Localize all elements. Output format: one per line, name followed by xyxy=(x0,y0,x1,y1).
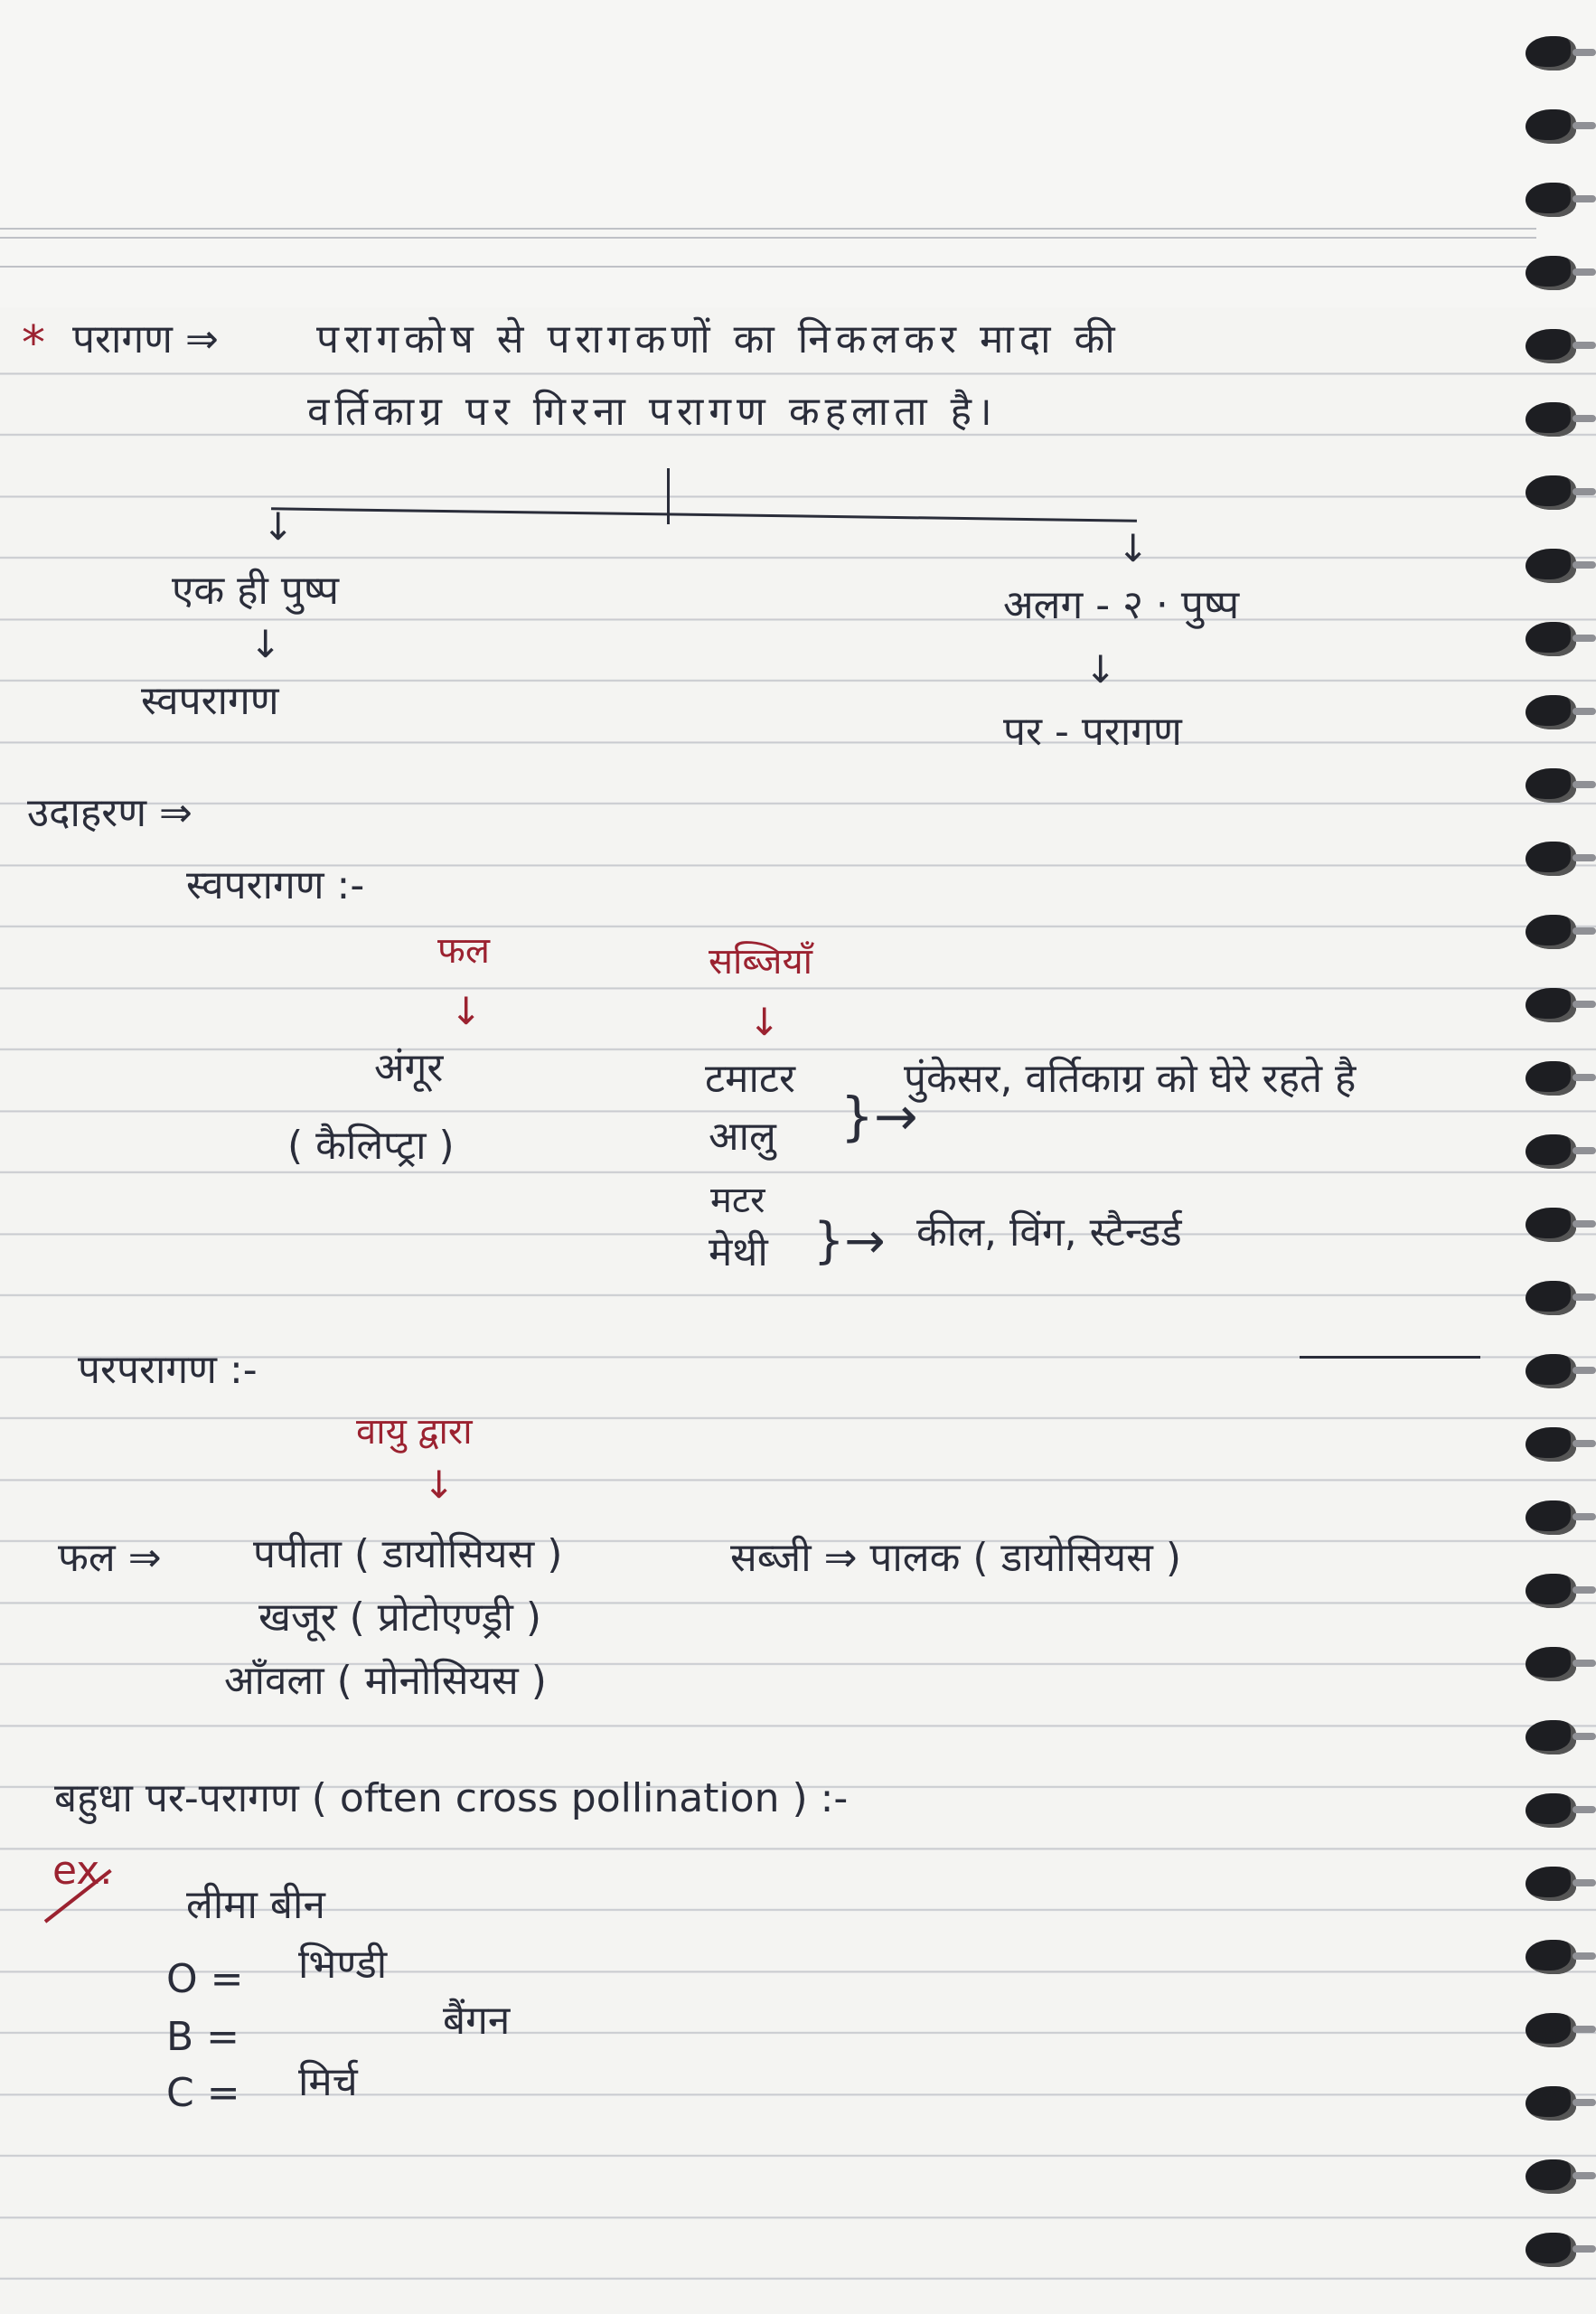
c-label: C = xyxy=(166,2070,240,2116)
right-result-arrow: ↓ xyxy=(1084,647,1117,691)
wind-arrow: ↓ xyxy=(423,1463,455,1507)
margin-double-line-2 xyxy=(0,237,1536,239)
veg-item-fenugreek: मेथी xyxy=(709,1229,768,1275)
spiral-ring xyxy=(1526,475,1576,510)
spiral-ring xyxy=(1526,842,1576,876)
spiral-ring xyxy=(1526,2086,1576,2121)
star-mark: * xyxy=(22,316,45,371)
often-item-lima-bean: लीमा बीन xyxy=(186,1882,325,1928)
left-branch-arrow: ↓ xyxy=(262,504,295,549)
fruit-arrow: ↓ xyxy=(450,989,483,1033)
bracket-arrow-2: }→ xyxy=(813,1212,886,1269)
bracket-arrow-1: }→ xyxy=(840,1086,918,1147)
separator-dash xyxy=(1300,1356,1480,1359)
spiral-ring xyxy=(1526,988,1576,1022)
often-cross-title: बहुधा पर-परागण ( often cross pollination ) :- xyxy=(54,1775,849,1821)
spiral-ring xyxy=(1526,1793,1576,1828)
spiral-ring xyxy=(1526,1354,1576,1388)
heading-term: परागण ⇒ xyxy=(72,316,219,362)
spiral-ring xyxy=(1526,1500,1576,1535)
tree-stem xyxy=(667,468,670,524)
veg-item-potato: आलु xyxy=(709,1114,776,1160)
definition-line-1: परागकोष से परागकणों का निकलकर मादा की xyxy=(316,316,1121,362)
spiral-ring xyxy=(1526,1208,1576,1242)
margin-double-line-3 xyxy=(0,266,1536,268)
o-value-okra: भिण्डी xyxy=(298,1942,388,1988)
vegetable-arrow: ↓ xyxy=(748,1000,781,1044)
spiral-ring xyxy=(1526,1427,1576,1462)
spiral-ring xyxy=(1526,109,1576,144)
cross-fruit-papaya: पपीता ( डायोसियस ) xyxy=(253,1531,563,1577)
right-branch-arrow: ↓ xyxy=(1117,526,1150,570)
left-result-arrow: ↓ xyxy=(249,622,282,666)
spiral-ring xyxy=(1526,36,1576,71)
o-label: O = xyxy=(166,1956,244,2002)
spiral-ring xyxy=(1526,256,1576,290)
spiral-ring xyxy=(1526,622,1576,656)
spiral-ring xyxy=(1526,2233,1576,2267)
veg-note-stamen: पुंकेसर, वर्तिकाग्र को घेरे रहते है xyxy=(904,1056,1357,1102)
left-branch-label: एक ही पुष्प xyxy=(172,568,340,614)
veg-item-tomato: टमाटर xyxy=(705,1056,796,1102)
veg-note-keel: कील, विंग, स्टैन्डर्ड xyxy=(916,1209,1182,1256)
right-branch-label: अलग - २ · पुष्प xyxy=(1003,582,1240,628)
spiral-ring xyxy=(1526,2013,1576,2047)
by-wind-label: वायु द्वारा xyxy=(356,1411,473,1453)
page-top-blank xyxy=(0,0,1596,307)
spiral-ring xyxy=(1526,1061,1576,1096)
fruit-item-grape: अंगूर xyxy=(374,1045,444,1091)
right-branch-result: पर - परागण xyxy=(1003,709,1182,755)
examples-title: उदाहरण ⇒ xyxy=(27,790,192,836)
ex-label: ex. xyxy=(52,1848,113,1894)
spiral-ring xyxy=(1526,1574,1576,1608)
c-value-chilli: मिर्च xyxy=(298,2059,358,2105)
margin-double-line-1 xyxy=(0,228,1536,230)
spiral-ring xyxy=(1526,695,1576,729)
spiral-ring xyxy=(1526,1647,1576,1681)
fruit-note-calyptra: ( कैलिप्ट्रा ) xyxy=(287,1123,455,1169)
cross-pollination-title: परपरागण :- xyxy=(78,1347,258,1393)
fruit-heading: फल xyxy=(437,930,490,972)
spiral-ring xyxy=(1526,1867,1576,1901)
spiral-ring xyxy=(1526,2159,1576,2194)
spiral-ring xyxy=(1526,915,1576,949)
spiral-ring xyxy=(1526,1940,1576,1974)
cross-veg-spinach: सब्जी ⇒ पालक ( डायोसियस ) xyxy=(730,1535,1181,1581)
cross-fruit-date: खजूर ( प्रोटोएण्ड्री ) xyxy=(258,1594,542,1641)
cross-fruit-amla: आँवला ( मोनोसियस ) xyxy=(224,1658,547,1704)
b-value-brinjal: बैंगन xyxy=(443,1998,511,2044)
tree-bar xyxy=(271,507,1137,522)
self-pollination-title: स्वपरागण :- xyxy=(186,862,365,908)
veg-item-pea: मटर xyxy=(710,1180,765,1221)
vegetable-heading: सब्जियाँ xyxy=(709,941,812,983)
spiral-ring xyxy=(1526,183,1576,217)
spiral-ring xyxy=(1526,1281,1576,1315)
spiral-ring xyxy=(1526,402,1576,437)
spiral-ring xyxy=(1526,1134,1576,1169)
spiral-ring xyxy=(1526,1720,1576,1754)
b-label: B = xyxy=(166,2014,240,2060)
spiral-ring xyxy=(1526,768,1576,803)
spiral-binding xyxy=(1497,0,1596,2314)
left-branch-result: स्वपरागण xyxy=(141,678,279,724)
definition-line-2: वर्तिकाग्र पर गिरना परागण कहलाता है। xyxy=(307,389,998,435)
spiral-ring xyxy=(1526,549,1576,583)
spiral-ring xyxy=(1526,329,1576,363)
cross-fruit-arrow: फल ⇒ xyxy=(58,1535,162,1581)
